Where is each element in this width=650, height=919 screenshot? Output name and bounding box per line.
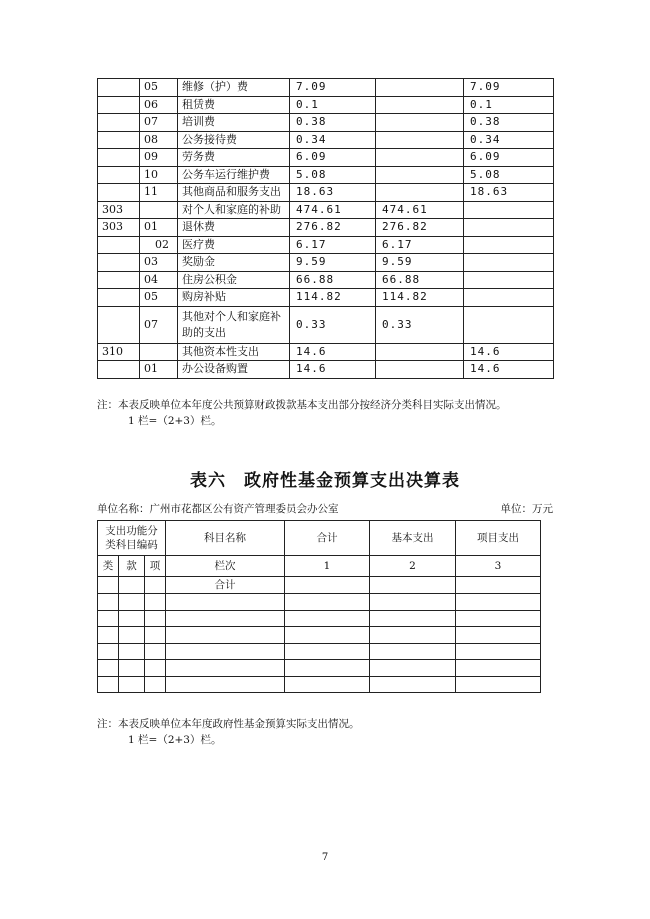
row-item-code: 09 <box>140 149 178 167</box>
empty-cell <box>98 676 119 693</box>
row-total: 114.82 <box>290 289 376 307</box>
row-class-code <box>98 254 140 272</box>
row-item-code: 04 <box>140 271 178 289</box>
row-subject-name: 其他资本性支出 <box>178 343 290 361</box>
row-total: 0.34 <box>290 131 376 149</box>
table-row <box>98 96 554 114</box>
empty-cell <box>370 610 456 627</box>
row-total: 276.82 <box>290 219 376 237</box>
row-class-code <box>98 149 140 167</box>
row-basic: 6.17 <box>376 236 464 254</box>
empty-cell <box>98 577 119 594</box>
empty-cell <box>370 627 456 644</box>
row-project <box>464 254 554 272</box>
row-subject-name: 医疗费 <box>178 236 290 254</box>
row-subject-name: 购房补贴 <box>178 289 290 307</box>
row-class-code <box>98 131 140 149</box>
table-row <box>98 114 554 132</box>
subheader-lei: 类 <box>98 556 119 577</box>
unit-name: 单位名称：广州市花都区公有资产管理委员会办公室 <box>97 503 339 515</box>
row-project: 14.6 <box>464 343 554 361</box>
row-item-code: 07 <box>140 114 178 132</box>
table-row <box>98 343 554 361</box>
row-total: 474.61 <box>290 201 376 219</box>
row-subject-name: 办公设备购置 <box>178 361 290 379</box>
row-project <box>464 306 554 343</box>
row-class-code <box>98 184 140 202</box>
row-basic <box>376 166 464 184</box>
empty-cell <box>98 627 119 644</box>
empty-cell <box>370 577 456 594</box>
table-row <box>98 236 554 254</box>
row-class-code: 310 <box>98 343 140 361</box>
row-total: 18.63 <box>290 184 376 202</box>
header-basic: 基本支出 <box>370 521 456 556</box>
empty-cell <box>285 660 370 677</box>
row-project: 14.6 <box>464 361 554 379</box>
empty-row <box>98 676 541 693</box>
row-basic <box>376 79 464 97</box>
row-item-code <box>140 201 178 219</box>
empty-cell <box>119 660 145 677</box>
header-code: 支出功能分类科目编码 <box>98 521 166 556</box>
empty-cell <box>145 594 166 611</box>
row-item-code: 05 <box>140 79 178 97</box>
row-basic: 114.82 <box>376 289 464 307</box>
economic-classification-table <box>97 78 554 379</box>
row-item-code: 01 <box>140 361 178 379</box>
row-total: 0.33 <box>290 306 376 343</box>
row-class-code <box>98 361 140 379</box>
row-total: 0.38 <box>290 114 376 132</box>
row-basic <box>376 96 464 114</box>
table-row <box>98 79 554 97</box>
empty-cell <box>119 610 145 627</box>
row-class-code <box>98 114 140 132</box>
row-lanci-label: 栏次 <box>166 556 285 577</box>
empty-cell <box>285 643 370 660</box>
row-total-label: 合计 <box>166 577 285 594</box>
row-class-code <box>98 79 140 97</box>
subheader-xiang: 项 <box>145 556 166 577</box>
empty-cell <box>285 610 370 627</box>
empty-cell <box>98 643 119 660</box>
row-basic <box>376 343 464 361</box>
empty-cell <box>145 627 166 644</box>
row-total: 9.59 <box>290 254 376 272</box>
table2-note: 注：本表反映单位本年度政府性基金预算实际支出情况。 <box>97 718 360 730</box>
row-basic <box>376 149 464 167</box>
table-row <box>98 361 554 379</box>
row-class-code <box>98 306 140 343</box>
row-project <box>464 289 554 307</box>
empty-cell <box>456 594 541 611</box>
row-subject-name: 其他商品和服务支出 <box>178 184 290 202</box>
row-project <box>464 236 554 254</box>
empty-cell <box>145 610 166 627</box>
row-total: 6.09 <box>290 149 376 167</box>
row-item-code <box>140 343 178 361</box>
row-class-code <box>98 289 140 307</box>
empty-cell <box>285 676 370 693</box>
row-project: 0.34 <box>464 131 554 149</box>
empty-cell <box>166 643 285 660</box>
empty-row <box>98 610 541 627</box>
row-total: 14.6 <box>290 361 376 379</box>
unit-info-row <box>97 501 553 516</box>
row-project <box>464 219 554 237</box>
empty-cell <box>98 660 119 677</box>
row-item-code: 08 <box>140 131 178 149</box>
empty-cell <box>119 643 145 660</box>
row-item-code: 06 <box>140 96 178 114</box>
table6-title: 表六 政府性基金预算支出决算表 <box>190 471 460 491</box>
row-basic: 474.61 <box>376 201 464 219</box>
empty-row <box>98 643 541 660</box>
row-item-code: 05 <box>140 289 178 307</box>
table-row <box>98 149 554 167</box>
row-class-code <box>98 271 140 289</box>
table-row <box>98 219 554 237</box>
row-project <box>464 201 554 219</box>
row-subject-name: 公务车运行维护费 <box>178 166 290 184</box>
empty-cell <box>456 660 541 677</box>
row-class-code <box>98 236 140 254</box>
table2-note-formula: 1 栏=（2+3）栏。 <box>128 734 222 746</box>
empty-cell <box>456 676 541 693</box>
empty-cell <box>98 594 119 611</box>
header-project: 项目支出 <box>456 521 541 556</box>
row-total: 7.09 <box>290 79 376 97</box>
row-subject-name: 劳务费 <box>178 149 290 167</box>
government-fund-table <box>97 520 541 693</box>
table-row <box>98 201 554 219</box>
row-basic <box>376 361 464 379</box>
row-subject-name: 住房公积金 <box>178 271 290 289</box>
row-subject-name: 对个人和家庭的补助 <box>178 201 290 219</box>
row-project: 0.1 <box>464 96 554 114</box>
empty-cell <box>285 627 370 644</box>
empty-cell <box>119 676 145 693</box>
table-row <box>98 166 554 184</box>
subheader-kuan: 款 <box>119 556 145 577</box>
row-subject-name: 培训费 <box>178 114 290 132</box>
empty-cell <box>145 660 166 677</box>
empty-cell <box>119 627 145 644</box>
table-row <box>98 289 554 307</box>
empty-cell <box>456 643 541 660</box>
row-total: 0.1 <box>290 96 376 114</box>
row-subject-name: 奖励金 <box>178 254 290 272</box>
row-item-code: 07 <box>140 306 178 343</box>
empty-cell <box>370 660 456 677</box>
header-total: 合计 <box>285 521 370 556</box>
empty-row <box>98 594 541 611</box>
empty-cell <box>145 643 166 660</box>
row-project: 18.63 <box>464 184 554 202</box>
row-item-code: 03 <box>140 254 178 272</box>
row-basic: 0.33 <box>376 306 464 343</box>
empty-cell <box>285 577 370 594</box>
row-total: 66.88 <box>290 271 376 289</box>
row-project: 5.08 <box>464 166 554 184</box>
table1-note-formula: 1 栏=（2+3）栏。 <box>128 415 222 427</box>
row-item-code: 11 <box>140 184 178 202</box>
row-subject-name: 维修（护）费 <box>178 79 290 97</box>
row-subject-name: 租赁费 <box>178 96 290 114</box>
empty-row <box>98 627 541 644</box>
row-class-code: 303 <box>98 219 140 237</box>
empty-cell <box>145 676 166 693</box>
row-item-code: 10 <box>140 166 178 184</box>
row-project <box>464 271 554 289</box>
empty-row <box>98 660 541 677</box>
empty-cell <box>166 610 285 627</box>
lanci-2: 2 <box>370 556 456 577</box>
row-basic: 276.82 <box>376 219 464 237</box>
lanci-1: 1 <box>285 556 370 577</box>
row-class-code <box>98 96 140 114</box>
table-row <box>98 306 554 343</box>
page-number: 7 <box>321 852 329 863</box>
empty-cell <box>166 627 285 644</box>
row-basic <box>376 131 464 149</box>
row-item-code: 01 <box>140 219 178 237</box>
empty-cell <box>119 577 145 594</box>
empty-cell <box>145 577 166 594</box>
row-class-code <box>98 166 140 184</box>
empty-cell <box>370 643 456 660</box>
table-row <box>98 254 554 272</box>
row-project: 0.38 <box>464 114 554 132</box>
table-row <box>98 271 554 289</box>
empty-cell <box>285 594 370 611</box>
row-basic <box>376 114 464 132</box>
row-basic: 66.88 <box>376 271 464 289</box>
empty-cell <box>456 577 541 594</box>
row-total: 5.08 <box>290 166 376 184</box>
empty-cell <box>166 676 285 693</box>
unit-currency: 单位：万元 <box>500 503 553 515</box>
table-row <box>98 184 554 202</box>
row-project: 6.09 <box>464 149 554 167</box>
table1-note: 注：本表反映单位本年度公共预算财政拨款基本支出部分按经济分类科目实际支出情况。 <box>97 399 507 411</box>
row-basic: 9.59 <box>376 254 464 272</box>
row-class-code: 303 <box>98 201 140 219</box>
row-subject-name: 其他对个人和家庭补助的支出 <box>178 306 290 343</box>
empty-cell <box>370 676 456 693</box>
empty-cell <box>456 627 541 644</box>
header-name: 科目名称 <box>166 521 285 556</box>
empty-cell <box>98 610 119 627</box>
row-total: 6.17 <box>290 236 376 254</box>
row-subject-name: 退休费 <box>178 219 290 237</box>
empty-cell <box>119 594 145 611</box>
empty-cell <box>166 594 285 611</box>
row-basic <box>376 184 464 202</box>
empty-cell <box>456 610 541 627</box>
row-subject-name: 公务接待费 <box>178 131 290 149</box>
row-total: 14.6 <box>290 343 376 361</box>
table-row <box>98 131 554 149</box>
row-item-code: 02 <box>140 236 178 254</box>
lanci-3: 3 <box>456 556 541 577</box>
row-project: 7.09 <box>464 79 554 97</box>
empty-cell <box>166 660 285 677</box>
empty-cell <box>370 594 456 611</box>
